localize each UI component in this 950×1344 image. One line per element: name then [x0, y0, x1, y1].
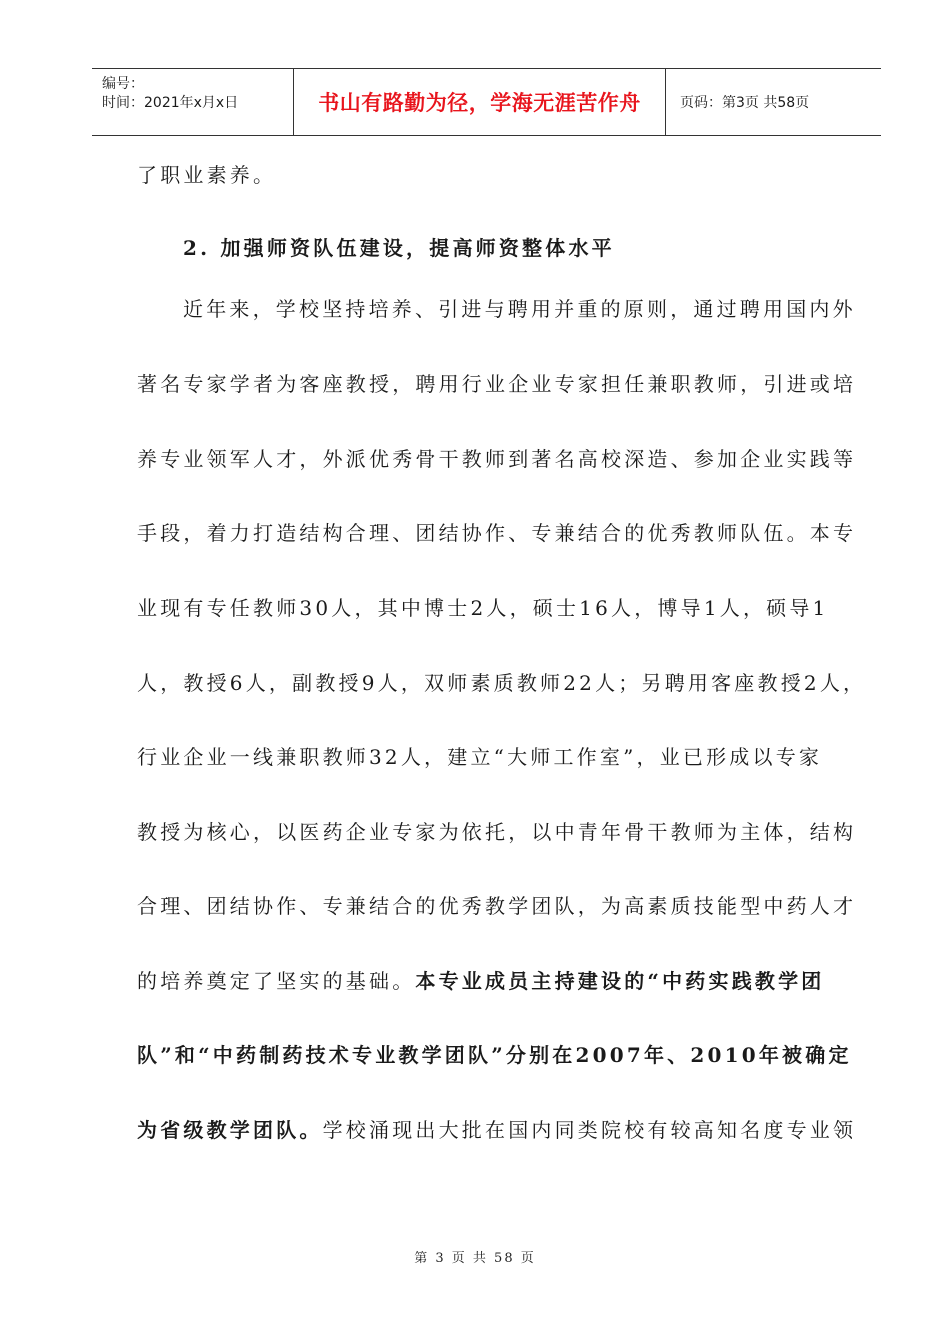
section-heading: 2. 加强师资队伍建设，提高师资整体水平 [183, 236, 615, 260]
time-label: 时间：2021年x月x日 [102, 95, 239, 111]
paragraph-line-mixed [137, 1115, 856, 1145]
paragraph-line: 手段，着力打造结构合理、团结协作、专兼结合的优秀教师队伍。本专 [137, 521, 857, 545]
text-normal: 的培养奠定了坚实的基础。 [137, 969, 416, 993]
page-header [92, 68, 881, 136]
paragraph-line: 行业企业一线兼职教师32人，建立“大师工作室”，业已形成以专家 [137, 745, 823, 769]
header-meta-cell [92, 69, 294, 135]
paragraph-line: 养专业领军人才，外派优秀骨干教师到著名高校深造、参加企业实践等 [137, 447, 857, 471]
paragraph-line: 了职业素养。 [137, 163, 277, 187]
text-normal: 学校涌现出大批在国内同类院校有较高知名度专业领 [322, 1118, 857, 1142]
page-footer: 第 3 页 共 58 页 [414, 1251, 536, 1266]
header-motto: 书山有路勤为径，学海无涯苦作舟 [294, 69, 666, 135]
paragraph-line-mixed [137, 966, 825, 996]
paragraph-line: 合理、团结协作、专兼结合的优秀教学团队，为高素质技能型中药人才 [137, 894, 857, 918]
paragraph-line: 业现有专任教师30人，其中博士2人，硕士16人，博导1人，硕导1 [137, 596, 829, 620]
paragraph-line: 近年来，学校坚持培养、引进与聘用并重的原则，通过聘用国内外 [183, 297, 856, 321]
serial-number-label: 编号： [102, 76, 144, 92]
text-bold: 为省级教学团队。 [137, 1118, 323, 1142]
paragraph-line: 教授为核心，以医药企业专家为依托，以中青年骨干教师为主体，结构 [137, 820, 857, 844]
text-bold: 本专业成员主持建设的“中药实践教学团 [415, 969, 825, 993]
paragraph-line-bold: 队”和“中药制药技术专业教学团队”分别在2007年、2010年被确定 [137, 1043, 852, 1067]
paragraph-line: 人，教授6人，副教授9人，双师素质教师22人；另聘用客座教授2人， [137, 671, 867, 695]
header-page-info: 页码：第3页 共58页 [680, 95, 810, 111]
paragraph-line: 著名专家学者为客座教授，聘用行业企业专家担任兼职教师，引进或培 [137, 372, 857, 396]
